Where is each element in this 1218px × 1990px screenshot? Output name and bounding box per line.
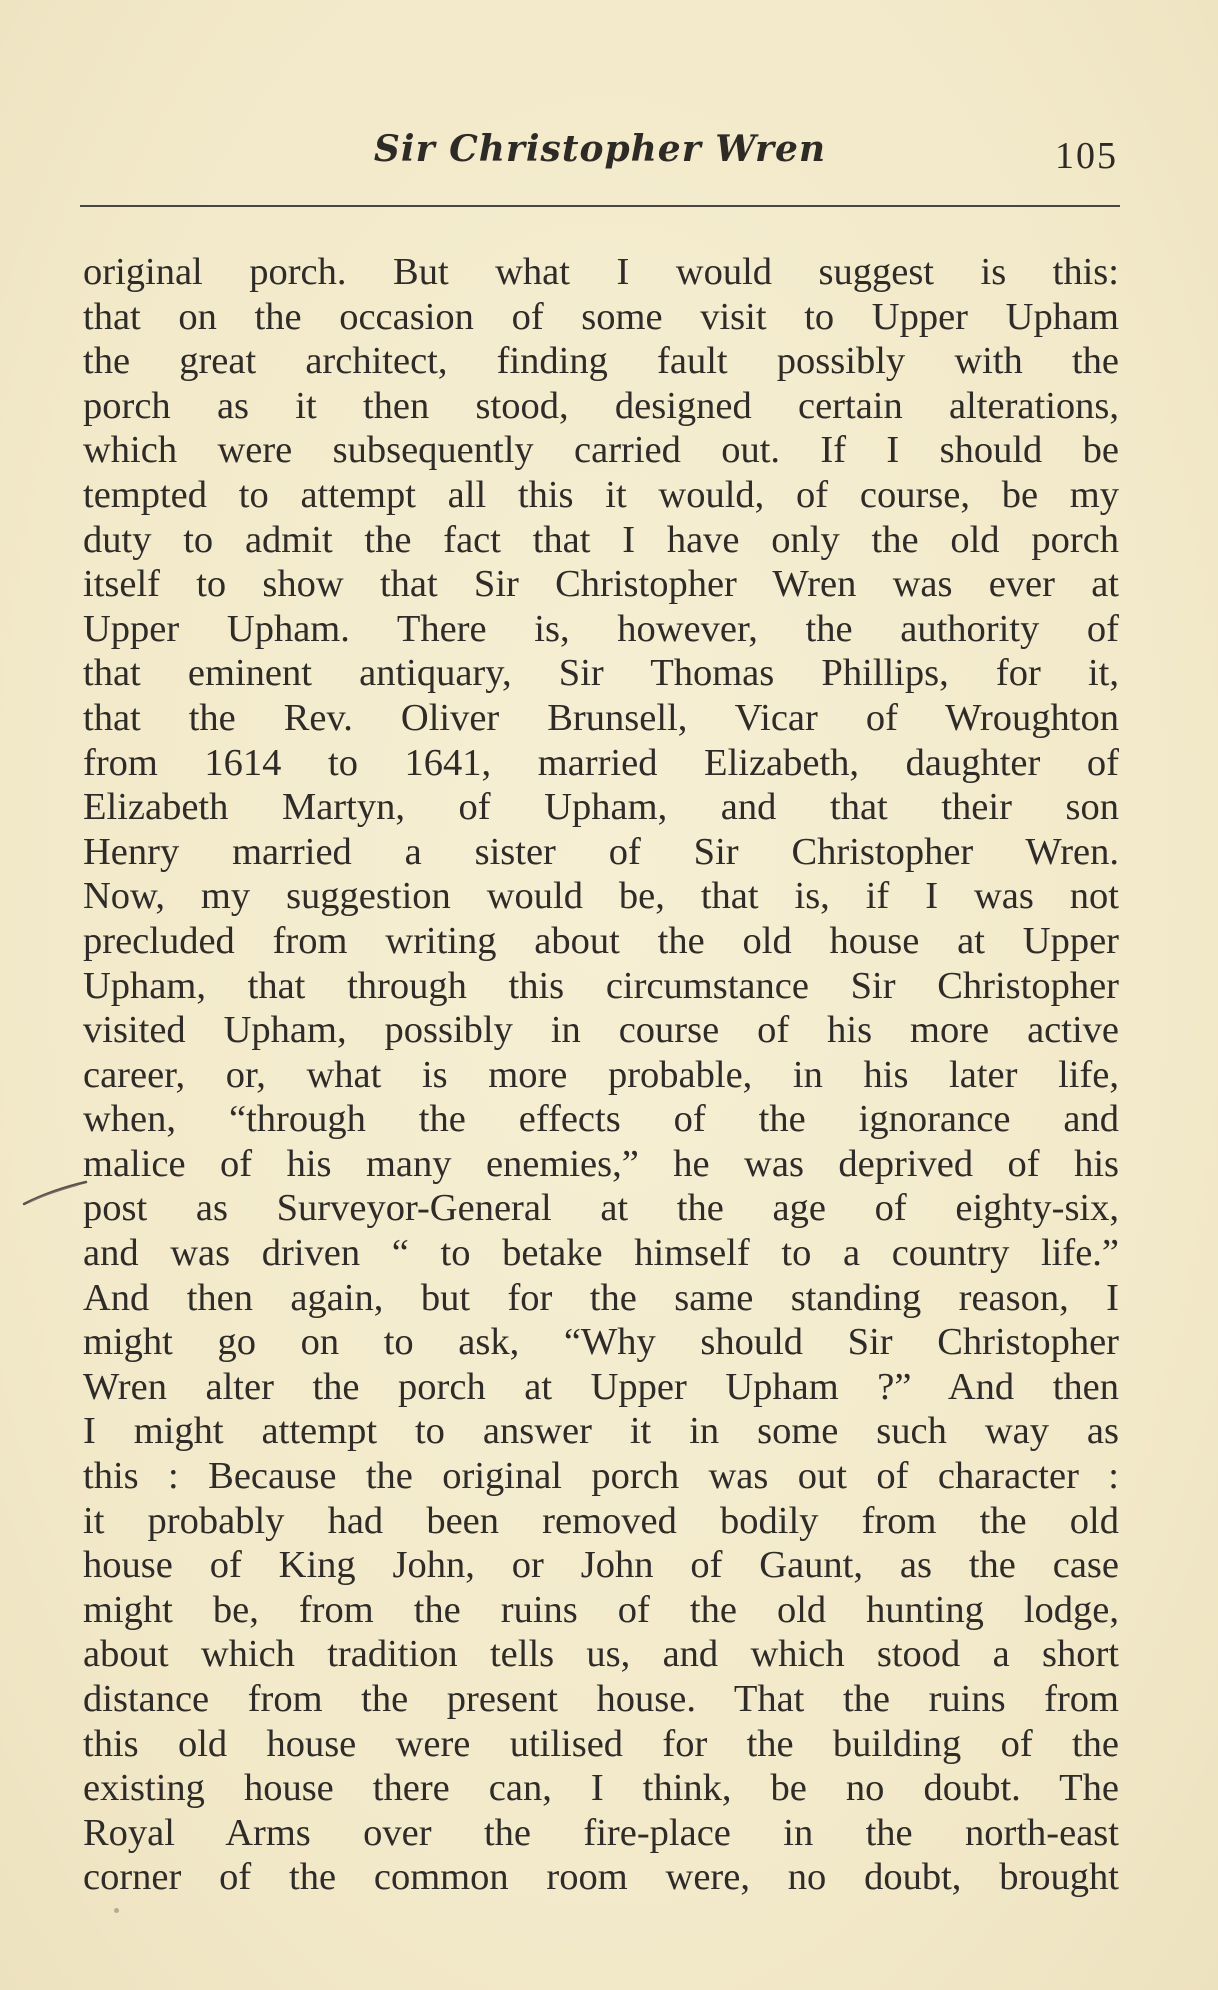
text-line: existing house there can, I think, be no doubt. The	[83, 1767, 1119, 1810]
text-line: I might attempt to answer it in some such way as	[83, 1410, 1119, 1453]
text-line: corner of the common room were, no doubt, brought	[83, 1856, 1119, 1899]
text-line: Henry married a sister of Sir Christopher Wren.	[83, 830, 1119, 873]
text-line: distance from the present house. That the ruins from	[83, 1678, 1119, 1720]
text-line: Royal Arms over the fire-place in the north-east	[83, 1811, 1119, 1854]
text-line: original porch. But what I would suggest is this:	[83, 251, 1119, 293]
header-rule	[80, 205, 1120, 207]
text-line: house of King John, or John of Gaunt, as the case	[83, 1544, 1119, 1587]
text-line: it probably had been removed bodily from the old	[83, 1499, 1119, 1542]
text-line: might be, from the ruins of the old hunting lodge,	[83, 1588, 1119, 1631]
text-line: career, or, what is more probable, in his later life,	[83, 1053, 1119, 1096]
text-line: And then again, but for the same standing reason, I	[83, 1276, 1119, 1319]
text-line: visited Upham, possibly in course of his more active	[83, 1009, 1119, 1052]
text-line: that eminent antiquary, Sir Thomas Phillips, for it,	[83, 652, 1119, 695]
text-line: that on the occasion of some visit to Upper Upham	[83, 295, 1119, 338]
text-line: itself to show that Sir Christopher Wren was ever at	[83, 563, 1119, 606]
text-line: the great architect, finding fault possibly with the	[83, 340, 1119, 383]
pencil-mark	[20, 1178, 90, 1208]
running-title: Sir Christopher Wren	[373, 128, 827, 170]
body-text	[83, 250, 1119, 1900]
running-head	[82, 128, 1118, 188]
page-number: 105	[1055, 135, 1118, 177]
text-line: Elizabeth Martyn, of Upham, and that their son	[83, 786, 1119, 829]
text-line: tempted to attempt all this it would, of course, be my	[83, 473, 1119, 516]
text-line: duty to admit the fact that I have only the old porch	[83, 518, 1119, 561]
text-line: this : Because the original porch was out of character :	[83, 1455, 1119, 1498]
text-line: Upham, that through this circumstance Sir Christopher	[83, 964, 1119, 1007]
text-line: Upper Upham. There is, however, the authority of	[83, 607, 1119, 650]
page-speck	[114, 1908, 119, 1913]
text-line: malice of his many enemies,” he was deprived of his	[83, 1142, 1119, 1185]
text-line: post as Surveyor-General at the age of eighty-six,	[83, 1187, 1119, 1230]
text-line: from 1614 to 1641, married Elizabeth, daughter of	[83, 741, 1119, 784]
text-line: that the Rev. Oliver Brunsell, Vicar of Wroughton	[83, 696, 1119, 739]
text-line: and was driven “ to betake himself to a country life.”	[83, 1232, 1119, 1275]
text-line: Now, my suggestion would be, that is, if I was not	[83, 875, 1119, 918]
text-line: Wren alter the porch at Upper Upham ?” And then	[83, 1365, 1119, 1408]
text-line: precluded from writing about the old house at Upper	[83, 919, 1119, 962]
text-line: about which tradition tells us, and which stood a short	[83, 1633, 1119, 1676]
text-line: porch as it then stood, designed certain alterations,	[83, 384, 1119, 427]
text-line: when, “through the effects of the ignorance and	[83, 1098, 1119, 1141]
text-line: which were subsequently carried out. If I should be	[83, 429, 1119, 472]
text-line: this old house were utilised for the building of the	[83, 1722, 1119, 1765]
text-line: might go on to ask, “Why should Sir Christopher	[83, 1321, 1119, 1364]
